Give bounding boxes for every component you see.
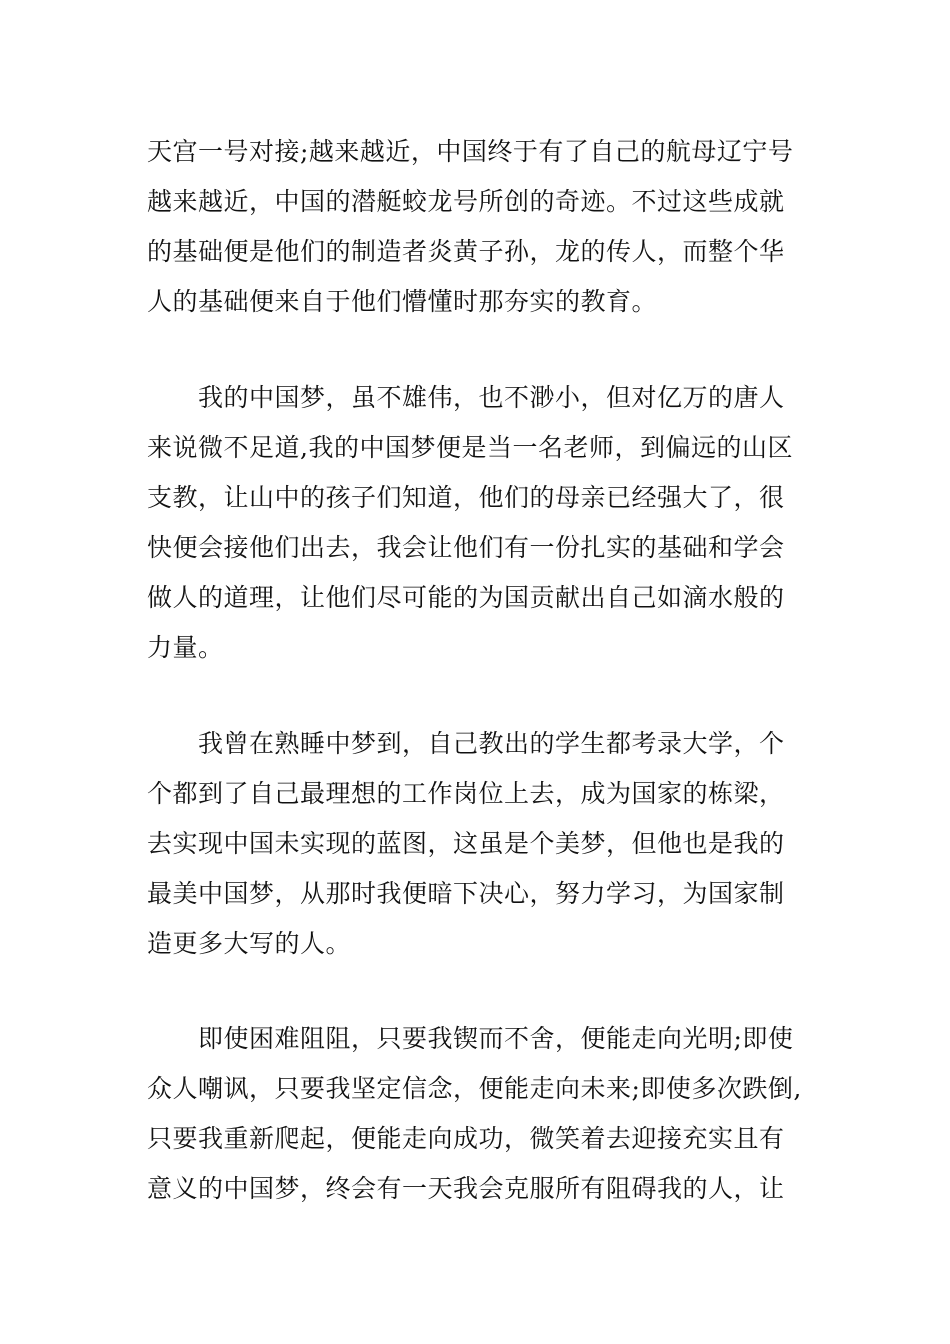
text-line: 的基础便是他们的制造者炎黄子孙，龙的传人，而整个华 xyxy=(147,237,785,266)
text-line: 做人的道理，让他们尽可能的为国贡献出自己如滴水般的 xyxy=(147,583,785,612)
text-line: 力量。 xyxy=(147,633,224,662)
text-line: 我曾在熟睡中梦到，自己教出的学生都考录大学，个 xyxy=(147,729,785,758)
text-line: 我的中国梦，虽不雄伟，也不渺小，但对亿万的唐人 xyxy=(147,383,785,412)
text-line: 去实现中国未实现的蓝图，这虽是个美梦，但他也是我的 xyxy=(147,829,785,858)
text-line: 只要我重新爬起，便能走向成功，微笑着去迎接充实且有 xyxy=(147,1124,785,1153)
paragraph xyxy=(147,1014,815,1214)
text-line: 快便会接他们出去，我会让他们有一份扎实的基础和学会 xyxy=(147,533,785,562)
text-line: 最美中国梦，从那时我便暗下决心，努力学习，为国家制 xyxy=(147,879,785,908)
text-line: 支教，让山中的孩子们知道，他们的母亲已经强大了，很 xyxy=(147,483,785,512)
text-line: 即使困难阻阻，只要我锲而不舍，便能走向光明;即使 xyxy=(147,1024,794,1053)
text-line: 人的基础便来自于他们懵懂时那夯实的教育。 xyxy=(147,287,658,316)
paragraph xyxy=(147,127,815,327)
paragraph xyxy=(147,373,815,673)
text-line: 意义的中国梦，终会有一天我会克服所有阻碍我的人，让 xyxy=(147,1174,785,1203)
text-line: 越来越近，中国的潜艇蛟龙号所创的奇迹。不过这些成就 xyxy=(147,187,785,216)
text-line: 天宫一号对接;越来越近，中国终于有了自己的航母辽宁号 xyxy=(147,137,794,166)
text-line: 造更多大写的人。 xyxy=(147,929,352,958)
text-line: 众人嘲讽，只要我坚定信念，便能走向未来;即使多次跌倒, xyxy=(147,1074,802,1103)
paragraph xyxy=(147,719,815,969)
text-line: 来说微不足道,我的中国梦便是当一名老师，到偏远的山区 xyxy=(147,433,793,462)
text-line: 个都到了自己最理想的工作岗位上去，成为国家的栋梁， xyxy=(147,779,785,808)
